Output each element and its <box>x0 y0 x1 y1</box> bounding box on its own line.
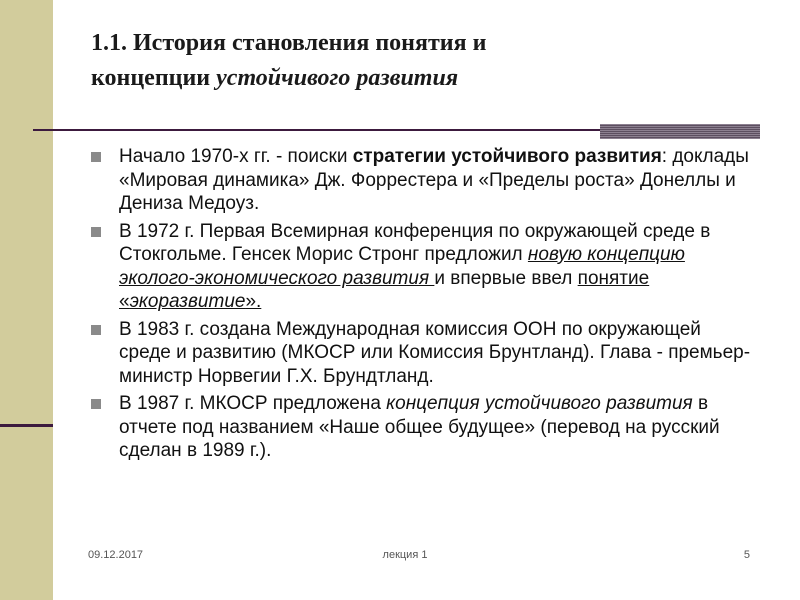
bullet-text: В 1987 г. МКОСР предложена <box>119 393 387 414</box>
title-line-2-plain: концепции <box>91 65 217 91</box>
bullet-square-icon <box>91 152 101 162</box>
footer-page-number: 5 <box>743 549 750 561</box>
bullet-text: : доклады «Мировая динамика» Дж. Форрестера и «Пределы роста» Донеллы и Дениза Медоуз. <box>119 146 749 214</box>
footer-date: 09.12.2017 <box>88 549 144 561</box>
bullet-square-icon <box>91 325 101 335</box>
bullet-square-icon <box>91 227 101 237</box>
bullet-text: в отчете под названием «Наше общее будущее» (перевод на русский сделан в 1989 г.). <box>119 393 720 461</box>
left-decorative-bar <box>0 0 53 600</box>
title-line-1: 1.1. История становления понятия и <box>91 30 487 56</box>
bullet-item-1972 <box>91 220 756 314</box>
footer-lecture: лекция 1 <box>382 549 428 561</box>
bullet-item-1987 <box>91 392 756 463</box>
slide-content <box>91 145 756 467</box>
bullet-italic-term: концепция устойчивого развития <box>386 393 698 414</box>
slide-title <box>91 26 751 96</box>
bullet-text: В 1983 г. создана Международная комиссия ООН по окружающей среде и развитию (МКОСР или Комиссия Брунтланд). Глава - премьер-министр Норвегии Г.Х. Брундтланд. <box>119 318 751 387</box>
bullet-text: и впервые ввел <box>434 267 578 289</box>
left-bar-accent-line <box>0 424 53 427</box>
title-line-2-italic: устойчивого развития <box>216 65 459 91</box>
bullet-text: В 1972 г. Первая Всемирная конференция по окружающей среде в Стокгольме. Генсек Морис Стронг предложил <box>119 220 711 265</box>
bullet-square-icon <box>91 399 101 409</box>
bullet-bold-term: стратегии устойчивого развития <box>352 146 662 167</box>
title-divider-block <box>600 124 760 139</box>
bullet-item-1970s <box>91 145 756 216</box>
bullet-item-1983 <box>91 318 756 389</box>
link-ecodevelopment[interactable]: понятие «экоразвитие». <box>119 267 650 312</box>
bullet-text: Начало 1970-х гг. - поиски <box>119 146 353 167</box>
link-new-concept[interactable]: новую концепцию эколого-экономического развития <box>119 244 685 289</box>
